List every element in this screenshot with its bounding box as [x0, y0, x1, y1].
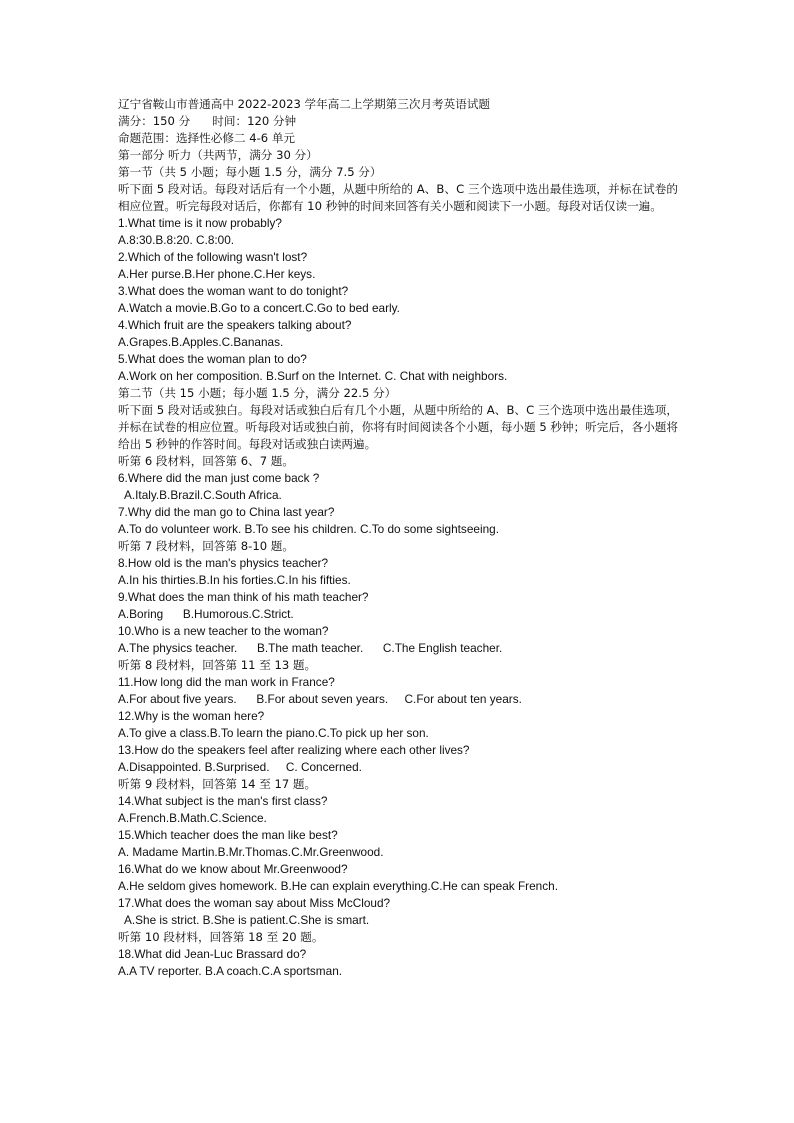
section1-instructions: 听下面 5 段对话。每段对话后有一个小题，从题中所给的 A、B、C 三个选项中选出最佳选项，并标在试卷的相应位置。听完每段对话后，你都有 10 秒钟的时间来回答有关小题和阅读下一小题。每段对话仅读一遍。 — [118, 182, 678, 213]
options-15: A. Madame Martin.B.Mr.Thomas.C.Mr.Greenwood. — [118, 845, 384, 859]
question-6: 6.Where did the man just come back ? — [118, 471, 320, 485]
options-8: A.In his thirties.B.In his forties.C.In his fifties. — [118, 573, 351, 587]
options-13: A.Disappointed. B.Surprised. C. Concerned. — [118, 760, 362, 774]
options-3: A.Watch a movie.B.Go to a concert.C.Go to bed early. — [118, 301, 400, 315]
options-2: A.Her purse.B.Her phone.C.Her keys. — [118, 267, 316, 281]
part1-title: 第一部分 听力（共两节，满分 30 分） — [118, 148, 318, 162]
question-5: 5.What does the woman plan to do? — [118, 352, 307, 366]
options-9: A.Boring B.Humorous.C.Strict. — [118, 607, 294, 621]
section2-title: 第二节（共 15 小题；每小题 1.5 分，满分 22.5 分） — [118, 386, 397, 400]
options-18: A.A TV reporter. B.A coach.C.A sportsman. — [118, 964, 343, 978]
question-2: 2.Which of the following wasn't lost? — [118, 250, 308, 264]
exam-page — [118, 96, 684, 980]
score-time: 满分：150 分 时间：120 分钟 — [118, 114, 297, 128]
question-4: 4.Which fruit are the speakers talking about? — [118, 318, 352, 332]
section1-title: 第一节（共 5 小题；每小题 1.5 分，满分 7.5 分） — [118, 165, 382, 179]
question-1: 1.What time is it now probably? — [118, 216, 282, 230]
options-14: A.French.B.Math.C.Science. — [118, 811, 267, 825]
question-9: 9.What does the man think of his math teacher? — [118, 590, 369, 604]
question-10: 10.Who is a new teacher to the woman? — [118, 624, 329, 638]
question-12: 12.Why is the woman here? — [118, 709, 265, 723]
question-18: 18.What did Jean-Luc Brassard do? — [118, 947, 307, 961]
options-4: A.Grapes.B.Apples.C.Bananas. — [118, 335, 284, 349]
material-10: 听第 10 段材料，回答第 18 至 20 题。 — [118, 930, 324, 944]
question-8: 8.How old is the man's physics teacher? — [118, 556, 329, 570]
question-14: 14.What subject is the man's first class? — [118, 794, 328, 808]
material-8: 听第 8 段材料，回答第 11 至 13 题。 — [118, 658, 317, 672]
question-16: 16.What do we know about Mr.Greenwood? — [118, 862, 348, 876]
options-17: A.She is strict. B.She is patient.C.She is smart. — [124, 913, 370, 927]
options-7: A.To do volunteer work. B.To see his children. C.To do some sightseeing. — [118, 522, 499, 536]
scope: 命题范围：选择性必修二 4-6 单元 — [118, 131, 296, 145]
material-9: 听第 9 段材料，回答第 14 至 17 题。 — [118, 777, 317, 791]
options-5: A.Work on her composition. B.Surf on the Internet. C. Chat with neighbors. — [118, 369, 508, 383]
question-7: 7.Why did the man go to China last year? — [118, 505, 335, 519]
exam-title: 辽宁省鞍山市普通高中 2022-2023 学年高二上学期第三次月考英语试题 — [118, 97, 491, 111]
options-16: A.He seldom gives homework. B.He can explain everything.C.He can speak French. — [118, 879, 558, 893]
options-6: A.Italy.B.Brazil.C.South Africa. — [124, 488, 282, 502]
material-7: 听第 7 段材料，回答第 8-10 题。 — [118, 539, 294, 553]
question-15: 15.Which teacher does the man like best? — [118, 828, 338, 842]
question-13: 13.How do the speakers feel after realizing where each other lives? — [118, 743, 470, 757]
question-17: 17.What does the woman say about Miss McCloud? — [118, 896, 391, 910]
question-11: 11.How long did the man work in France? — [118, 675, 335, 689]
options-10: A.The physics teacher. B.The math teacher. C.The English teacher. — [118, 641, 503, 655]
options-11: A.For about five years. B.For about seven years. C.For about ten years. — [118, 692, 522, 706]
options-12: A.To give a class.B.To learn the piano.C.To pick up her son. — [118, 726, 429, 740]
section2-instructions: 听下面 5 段对话或独白。每段对话或独白后有几个小题，从题中所给的 A、B、C 三个选项中选出最佳选项，并标在试卷的相应位置。听每段对话或独白前，你将有时间阅读各个小题，每小题 5 秒钟；听完后，各小题将给出 5 秒钟的作答时间。每段对话或独白读两遍。 — [118, 403, 678, 451]
question-3: 3.What does the woman want to do tonight? — [118, 284, 349, 298]
options-1: A.8:30.B.8:20. C.8:00. — [118, 233, 235, 247]
material-6: 听第 6 段材料，回答第 6、7 题。 — [118, 454, 294, 468]
